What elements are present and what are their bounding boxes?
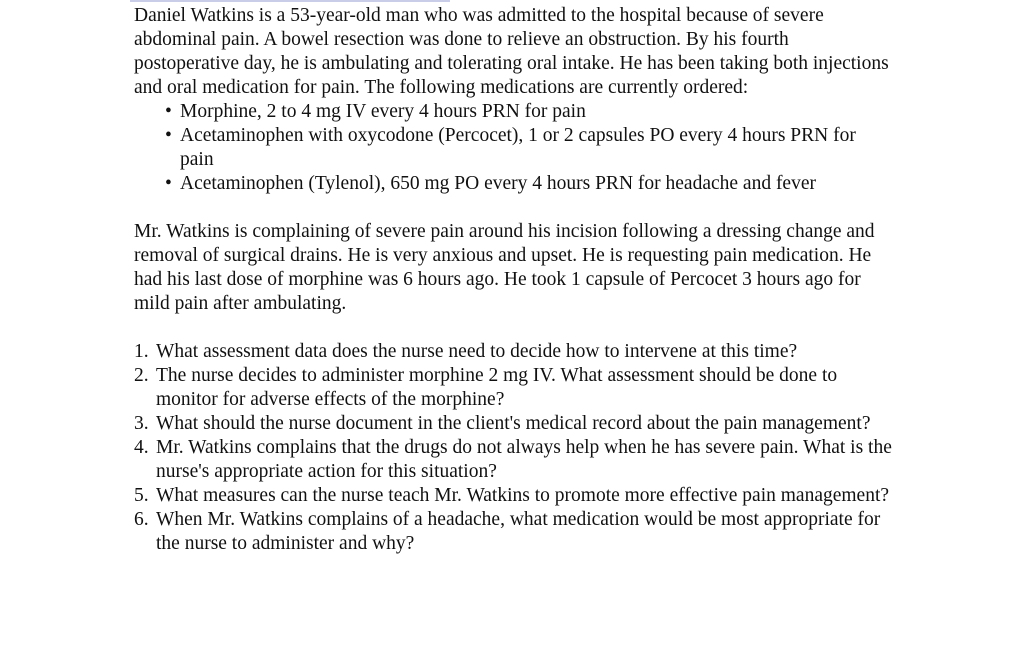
question-number: 5. [134, 485, 149, 506]
medication-item: • Acetaminophen (Tylenol), 650 mg PO every 4 hours PRN for headache and fever [180, 172, 894, 196]
question-item [134, 484, 894, 508]
question-item [134, 508, 894, 556]
question-text: The nurse decides to administer morphine 2 mg IV. What assessment should be done to monitor for adverse effects of the morphine? [156, 365, 838, 410]
question-item [134, 364, 894, 412]
question-text: What measures can the nurse teach Mr. Watkins to promote more effective pain management? [156, 485, 890, 506]
top-divider [130, 0, 450, 2]
spacer [134, 196, 894, 220]
question-text: What should the nurse document in the client's medical record about the pain management? [156, 413, 871, 434]
medication-item: • Acetaminophen with oxycodone (Percocet), 1 or 2 capsules PO every 4 hours PRN for pain [180, 124, 894, 172]
question-number: 6. [134, 509, 149, 530]
medication-list [134, 100, 894, 196]
question-item [134, 412, 894, 436]
question-text: What assessment data does the nurse need to decide how to intervene at this time? [156, 341, 798, 362]
question-item [134, 340, 894, 364]
question-text: When Mr. Watkins complains of a headache, what medication would be most appropriate for the nurse to administer and why? [156, 509, 881, 554]
question-number: 1. [134, 341, 149, 362]
question-text: Mr. Watkins complains that the drugs do not always help when he has severe pain. What is the nurse's appropriate action for this situation? [156, 437, 892, 482]
medication-item: • Morphine, 2 to 4 mg IV every 4 hours PRN for pain [180, 100, 894, 124]
question-item [134, 436, 894, 484]
question-number: 3. [134, 413, 149, 434]
question-list [134, 340, 894, 556]
situation-paragraph: Mr. Watkins is complaining of severe pain around his incision following a dressing change and removal of surgical drains. He is very anxious and upset. He is requesting pain medication. He had his last dose of morphine was 6 hours ago. He took 1 capsule of Percocet 3 hours ago for mild pain after ambulating. [134, 221, 875, 314]
spacer [134, 316, 894, 340]
question-number: 2. [134, 365, 149, 386]
case-study-document [134, 4, 894, 556]
question-number: 4. [134, 437, 149, 458]
case-intro-paragraph: Daniel Watkins is a 53-year-old man who was admitted to the hospital because of severe abdominal pain. A bowel resection was done to relieve an obstruction. By his fourth postoperative day, he is ambulating and tolerating oral intake. He has been taking both injections and oral medication for pain. The following medications are currently ordered: [134, 5, 889, 98]
